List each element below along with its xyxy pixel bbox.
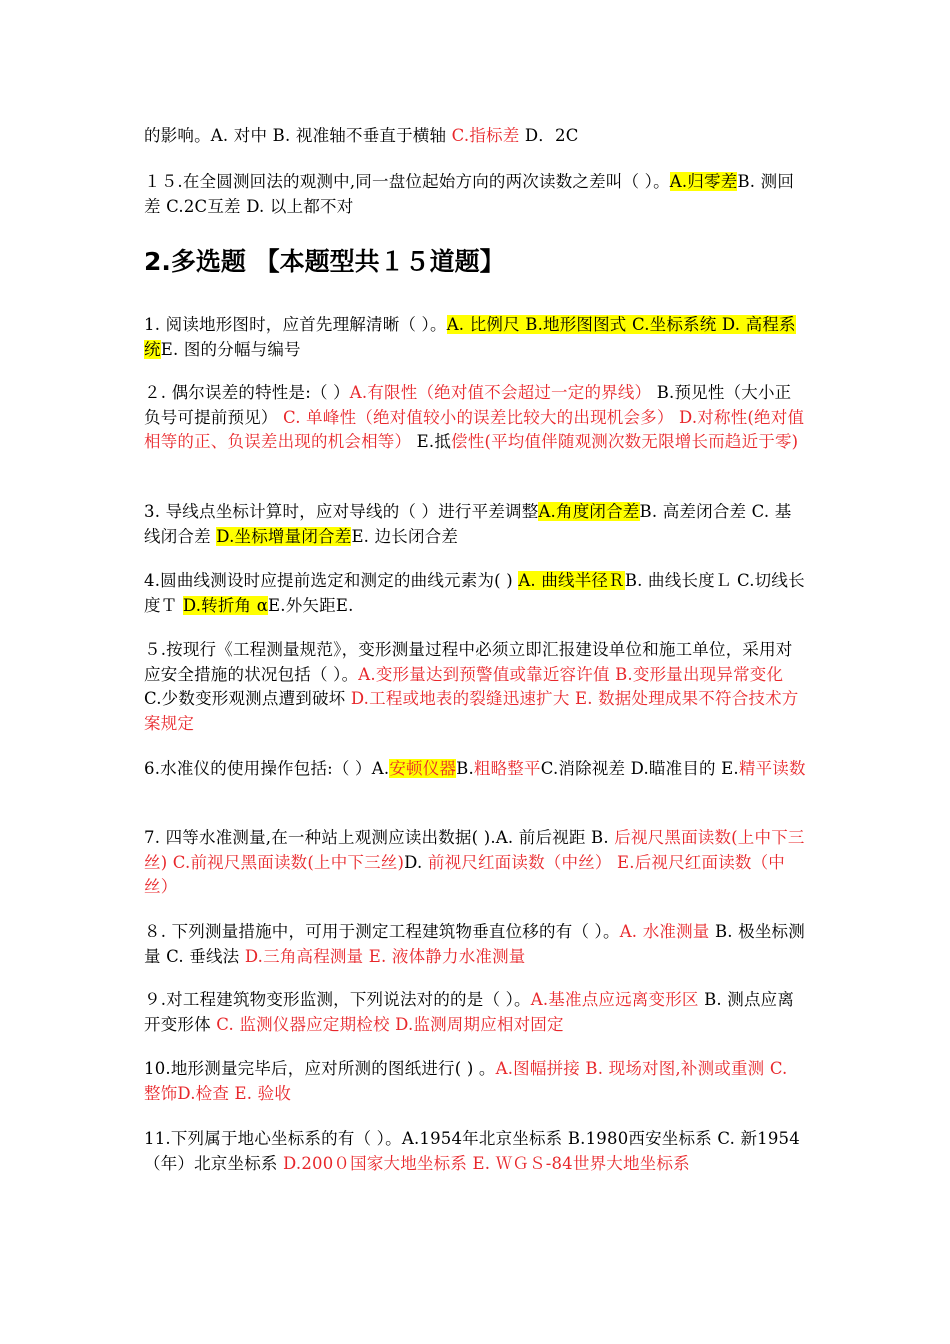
answer-text-segment: C. 单峰性（绝对值较小的误差比较大的出现机会多） D.对称性(绝对值相等的正、负误差出现的机会相等）	[144, 407, 805, 451]
question-text-segment: 的影响。A. 对中 B. 视准轴不垂直于横轴	[144, 126, 452, 145]
question-text-segment: C.少数变形观测点遭到破坏	[144, 689, 351, 708]
answer-text-segment: A.变形量达到预警值或靠近容许值 B.变形量出现异常变化	[358, 664, 784, 684]
question-text-segment: ９.对工程建筑物变形监测，下列说法对的的是（ ）。	[144, 990, 531, 1009]
question-5	[144, 638, 806, 736]
answer-text-segment: A.有限性（绝对值不会超过一定的界线）	[349, 383, 652, 402]
question-11	[144, 1127, 806, 1176]
answer-text-segment: 偿性(平均值伴随观测次数无限增长而趋近于零)	[451, 432, 799, 451]
question-8	[144, 920, 806, 969]
question-text-segment: B. 高差闭合差 C. 基线闭合差	[144, 502, 792, 546]
answer-text-segment: D.转折角 α	[182, 595, 269, 615]
answer-text-segment: 后视尺黑面读数(上中下三丝) C.前视尺黑面读数(上中下三丝)	[144, 828, 805, 872]
question-1	[144, 313, 806, 362]
question-text-segment: 1. 阅读地形图时，应首先理解清晰（ ）。	[144, 315, 447, 334]
question-text-segment: E. 图的分幅与编号	[160, 339, 301, 359]
paragraph-q15	[144, 170, 806, 219]
question-6	[144, 757, 806, 782]
paragraph-q14-tail	[144, 124, 806, 149]
answer-text-segment: A. 曲线半径Ｒ	[518, 571, 625, 590]
question-text-segment: D．2C	[519, 126, 579, 145]
question-text-segment: E. 边长闭合差	[351, 526, 459, 546]
question-text-segment: D.	[404, 852, 428, 872]
question-4	[144, 569, 806, 618]
question-text-segment: E.抵	[411, 432, 452, 451]
question-text-segment: ５.按现行《工程测量规范》，变形测量过程中必须立即汇报建设单位和施工单位，采用对应安全措施的状况包括（ ）。	[144, 640, 793, 684]
question-9	[144, 988, 806, 1037]
question-text-segment: E.外矢距E.	[268, 595, 354, 615]
answer-text-segment: 粗略整平	[473, 759, 541, 778]
answer-text-segment: 前视尺红面读数（中丝） E.后视尺红面读数（中丝）	[144, 852, 786, 896]
question-text-segment: 3. 导线点坐标计算时，应对导线的（ ）进行平差调整	[144, 502, 539, 521]
answer-text-segment: 安顿仪器	[389, 759, 457, 778]
answer-text-segment: D.三角高程测量 E. 液体静力水准测量	[244, 946, 526, 966]
question-text-segment: ８. 下列测量措施中，可用于测定工程建筑物垂直位移的有（ ）。	[144, 922, 620, 941]
question-text-segment: 10.地形测量完毕后，应对所测的图纸进行( ) 。	[144, 1059, 496, 1078]
answer-text-segment: A. 比例尺 B.地形图图式 C.坐标系统 D. 高程系统	[144, 315, 796, 359]
question-10	[144, 1057, 806, 1106]
question-text-segment: 7. 四等水准测量,在一种站上观测应读出数据( ).A. 前后视距 B.	[144, 828, 615, 847]
question-7	[144, 826, 806, 900]
question-text-segment: １５.在全圆测回法的观测中,同一盘位起始方向的两次读数之差叫（ ）。	[144, 172, 670, 191]
answer-text-segment: D.工程或地表的裂缝迅速扩大 E. 数据处理成果不符合技术方案规定	[144, 689, 799, 733]
question-text-segment: 6.水准仪的使用操作包括:（ ）A.	[144, 759, 390, 778]
question-text-segment: B. 测回差 C.2C互差 D. 以上都不对	[144, 172, 795, 216]
question-text-segment: 11.下列属于地心坐标系的有（ ）。A.1954年北京坐标系 B.1980西安坐标系 C. 新1954（年）北京坐标系	[144, 1129, 800, 1173]
section-heading: 2.多选题 【本题型共１５道题】	[144, 247, 505, 276]
question-3	[144, 500, 806, 549]
question-text-segment: 4.圆曲线测设时应提前选定和测定的曲线元素为( )	[144, 571, 519, 590]
answer-text-segment: D.坐标增量闭合差	[216, 526, 352, 546]
answer-text-segment: A.图幅拼接 B. 现场对图,补测或重测 C. 整饰D.检查 E. 验收	[144, 1059, 788, 1103]
answer-text-segment: C.指标差	[451, 126, 520, 145]
question-text-segment: B.	[456, 759, 474, 778]
answer-text-segment: C. 监测仪器应定期检校 D.监测周期应相对固定	[216, 1014, 564, 1034]
question-text-segment: B.预见性（大小正负号可提前预见）	[144, 383, 792, 427]
question-text-segment: ２. 偶尔误差的特性是:（ ）	[144, 383, 350, 402]
question-text-segment: C.消除视差 D.瞄准目的 E.	[540, 759, 739, 778]
question-2	[144, 381, 806, 455]
question-text-segment: B. 测点应离开变形体	[144, 990, 795, 1034]
answer-text-segment: 精平读数	[738, 759, 806, 778]
answer-text-segment: A.基准点应远离变形区	[530, 990, 699, 1009]
question-text-segment: B. 极坐标测量 C. 垂线法	[144, 922, 805, 966]
question-text-segment: B. 曲线长度Ｌ C.切线长度Ｔ	[144, 571, 805, 615]
answer-text-segment: A.角度闭合差	[538, 502, 640, 521]
answer-text-segment: A. 水准测量	[619, 922, 710, 941]
answer-text-segment: A.归零差	[669, 172, 738, 191]
answer-text-segment: D.200０国家大地坐标系 E. ＷＧＳ-84世界大地坐标系	[283, 1153, 690, 1173]
